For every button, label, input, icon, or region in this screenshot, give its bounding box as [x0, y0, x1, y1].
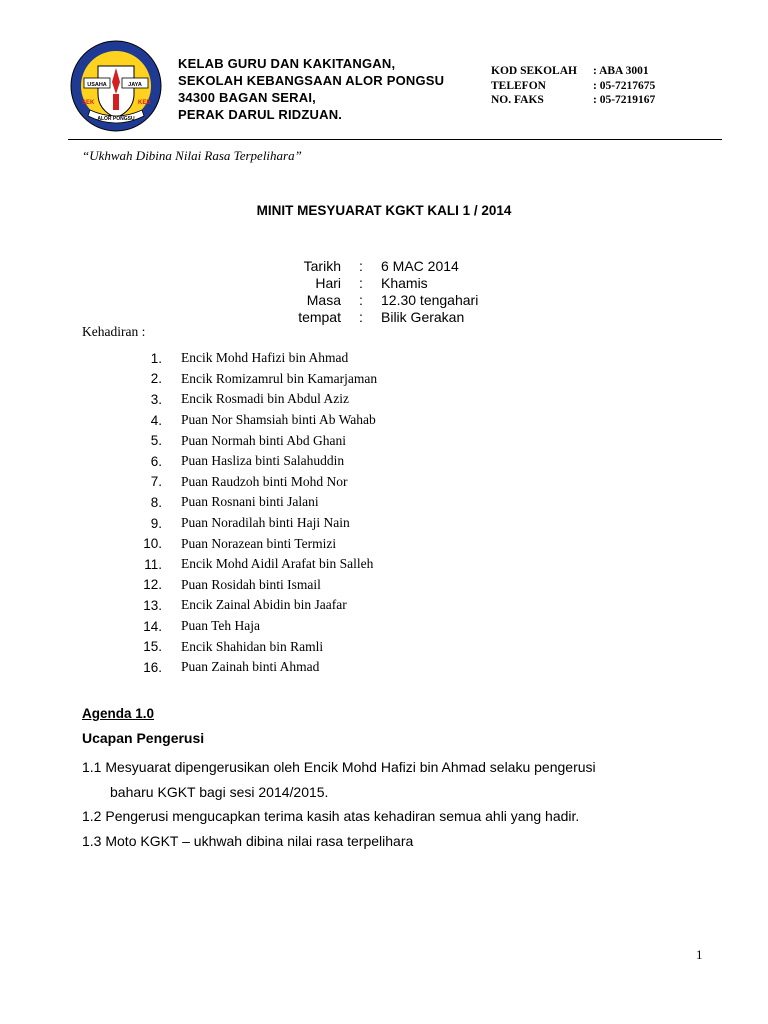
organization-address — [178, 55, 444, 123]
meeting-key: Hari — [315, 275, 341, 291]
logo-ribbon-text: ALOR PONGSU — [97, 116, 135, 122]
list-item — [130, 575, 377, 596]
org-line-2: SEKOLAH KEBANGSAAN ALOR PONGSU — [178, 73, 445, 88]
logo-banner-left: USAHA — [87, 82, 107, 88]
list-item — [130, 348, 377, 369]
logo-side-right: KEB — [138, 100, 151, 106]
school-crest-logo — [68, 38, 164, 134]
meeting-value: Khamis — [381, 275, 428, 291]
attendee-name: Puan Noradilah binti Haji Nain — [181, 515, 350, 531]
agenda-point-3: 1.3 Moto KGKT – ukhwah dibina nilai rasa terpelihara — [82, 832, 414, 849]
list-item — [130, 595, 377, 616]
attendee-name: Puan Raudzoh binti Mohd Nor — [181, 473, 348, 489]
attendee-name: Encik Shahidan bin Ramli — [181, 638, 324, 654]
page-number: 1 — [696, 947, 703, 962]
attendee-name: Puan Norazean binti Termizi — [181, 535, 337, 551]
list-number: 6. — [150, 453, 162, 469]
list-number: 5. — [150, 433, 162, 449]
attendee-name: Puan Normah binti Abd Ghani — [181, 432, 346, 448]
attendee-name: Encik Zainal Abidin bin Jaafar — [181, 597, 347, 613]
list-item — [130, 554, 377, 575]
meeting-row-place — [270, 309, 478, 326]
list-number: 13. — [143, 597, 162, 613]
agenda-point-1-line-1: 1.1 Mesyuarat dipengerusikan oleh Encik Mohd Hafizi bin Ahmad selaku pengerusi — [82, 759, 596, 775]
list-item — [130, 369, 377, 390]
agenda-point-2: 1.2 Pengerusi mengucapkan terima kasih atas kehadiran semua ahli yang hadir. — [82, 808, 580, 824]
meeting-sep: : — [359, 258, 363, 274]
list-number: 11. — [144, 556, 162, 572]
list-item — [130, 636, 377, 657]
list-item — [130, 513, 377, 534]
org-line-1: KELAB GURU DAN KAKITANGAN, — [178, 56, 396, 71]
meeting-key: Masa — [306, 292, 341, 308]
list-number: 4. — [150, 412, 162, 428]
logo-side-left: SEK — [82, 100, 95, 106]
contact-label: TELEFON — [491, 79, 546, 92]
document-title: MINIT MESYUARAT KGKT KALI 1 / 2014 — [256, 203, 512, 218]
meeting-details — [270, 258, 478, 326]
logo-banner-right: JAYA — [128, 82, 142, 88]
contact-row-school-code — [491, 64, 655, 79]
list-item — [130, 451, 377, 472]
list-number: 15. — [143, 639, 162, 655]
attendee-name: Puan Nor Shamsiah binti Ab Wahab — [181, 412, 376, 428]
list-item — [130, 472, 377, 493]
attendee-name: Puan Rosnani binti Jalani — [181, 494, 319, 510]
org-line-4: PERAK DARUL RIDZUAN. — [178, 107, 343, 122]
attendee-name: Encik Romizamrul bin Kamarjaman — [181, 370, 378, 386]
meeting-value: Bilik Gerakan — [381, 309, 465, 325]
org-line-3: 34300 BAGAN SERAI, — [178, 90, 316, 105]
list-number: 2. — [150, 371, 162, 387]
school-contact-info — [491, 64, 655, 108]
attendee-name: Encik Rosmadi bin Abdul Aziz — [181, 391, 349, 407]
contact-value: : 05-7219167 — [593, 94, 656, 106]
list-item — [130, 389, 377, 410]
attendance-list — [130, 348, 377, 678]
contact-row-phone — [491, 79, 655, 94]
motto: “Ukhwah Dibina Nilai Rasa Terpelihara” — [82, 148, 302, 163]
list-number: 3. — [150, 391, 162, 407]
list-number: 7. — [150, 474, 162, 490]
list-item — [130, 430, 377, 451]
meeting-sep: : — [359, 292, 363, 308]
list-item — [130, 657, 377, 678]
attendance-label: Kehadiran : — [82, 324, 146, 339]
meeting-row-time — [270, 292, 478, 309]
agenda-heading: Agenda 1.0 — [82, 706, 155, 721]
list-number: 10. — [143, 536, 162, 552]
list-number: 1. — [150, 350, 162, 366]
meeting-row-date — [270, 258, 478, 275]
list-item — [130, 533, 377, 554]
attendee-name: Puan Hasliza binti Salahuddin — [181, 453, 345, 469]
header-divider — [68, 139, 722, 140]
attendee-name: Encik Mohd Hafizi bin Ahmad — [181, 350, 349, 366]
meeting-key: Tarikh — [303, 258, 341, 274]
meeting-sep: : — [359, 275, 363, 291]
meeting-sep: : — [359, 309, 363, 325]
attendee-name: Puan Zainah binti Ahmad — [181, 659, 320, 675]
list-item — [130, 492, 377, 513]
meeting-value: 12.30 tengahari — [381, 292, 479, 308]
list-number: 12. — [143, 577, 162, 593]
list-item — [130, 616, 377, 637]
list-item — [130, 410, 377, 431]
meeting-key: tempat — [298, 309, 341, 325]
attendee-name: Puan Teh Haja — [181, 618, 261, 634]
list-number: 8. — [150, 494, 162, 510]
agenda-title: Ucapan Pengerusi — [82, 730, 205, 746]
agenda-point-1-line-2: baharu KGKT bagi sesi 2014/2015. — [110, 783, 329, 800]
agenda-points — [82, 755, 596, 853]
list-number: 14. — [143, 618, 162, 634]
contact-row-fax — [491, 93, 655, 108]
meeting-value: 6 MAC 2014 — [381, 258, 459, 274]
attendee-name: Puan Rosidah binti Ismail — [181, 576, 321, 592]
attendee-name: Encik Mohd Aidil Arafat bin Salleh — [181, 556, 374, 572]
meeting-row-day — [270, 275, 478, 292]
contact-value: : ABA 3001 — [593, 65, 649, 77]
contact-label: NO. FAKS — [491, 94, 544, 106]
contact-value: : 05-7217675 — [593, 79, 656, 92]
contact-label: KOD SEKOLAH — [491, 65, 577, 77]
list-number: 9. — [150, 515, 162, 531]
list-number: 16. — [143, 659, 162, 675]
